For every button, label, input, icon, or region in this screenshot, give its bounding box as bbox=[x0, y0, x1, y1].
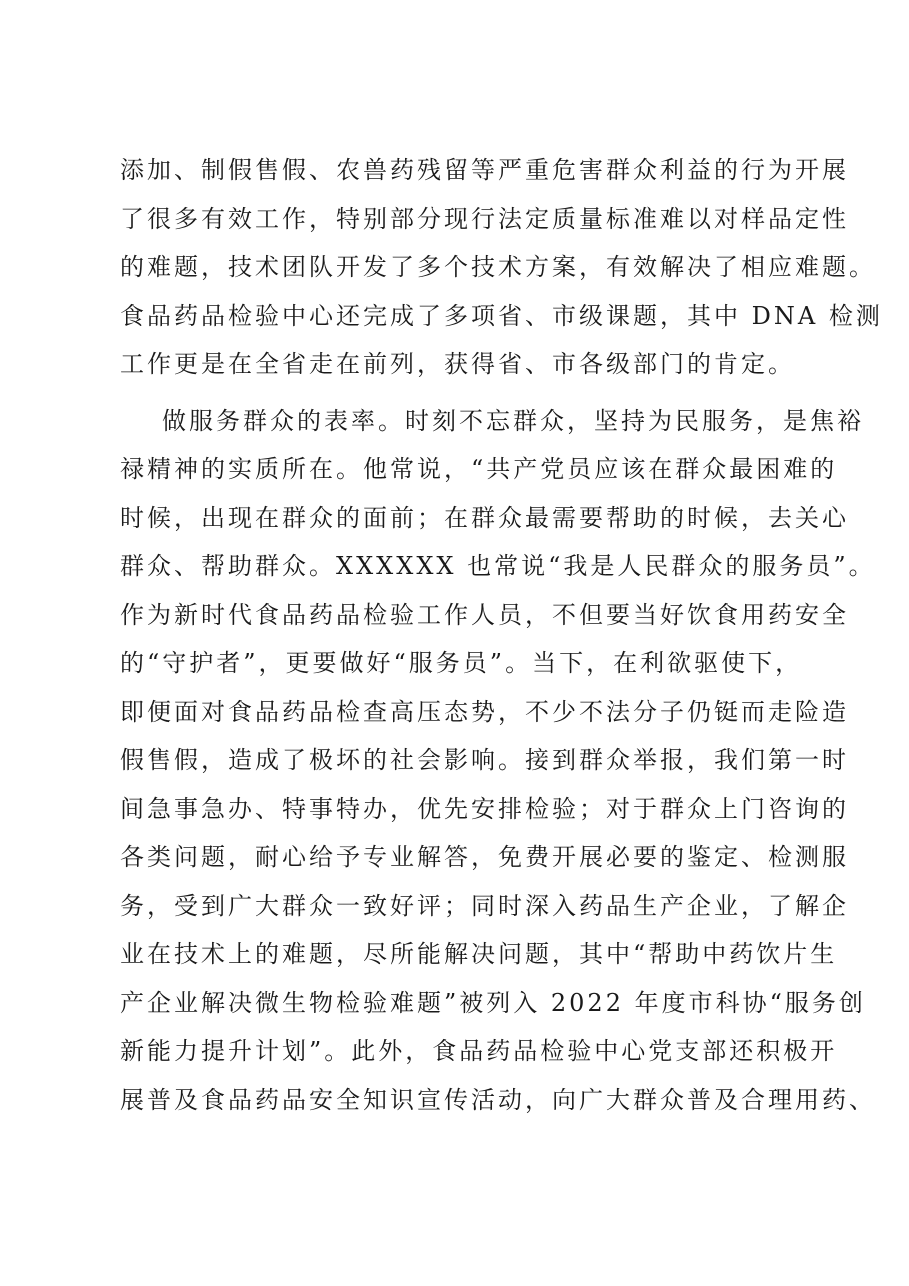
text-line: 时候，出现在群众的面前；在群众最需要帮助的时候，去关心 bbox=[120, 503, 849, 532]
text-line: 业在技术上的难题，尽所能解决问题，其中“帮助中药饮片生 bbox=[120, 940, 838, 968]
text-line: 添加、制假售假、农兽药残留等严重危害群众利益的行为开展 bbox=[120, 156, 849, 184]
text-line: 群众、帮助群众。XXXXXX 也常说“我是人民群众的服务员”。 bbox=[120, 552, 876, 580]
text-line: 务，受到广大群众一致好评；同时深入药品生产企业，了解企 bbox=[120, 891, 849, 920]
text-line: 假售假，造成了极坏的社会影响。接到群众举报，我们第一时 bbox=[120, 746, 849, 774]
document-body bbox=[120, 146, 883, 1124]
text-line: 的“守护者”，更要做好“服务员”。当下，在利欲驱使下， bbox=[120, 649, 803, 677]
text-line: 了很多有效工作，特别部分现行法定质量标准难以对样品定性 bbox=[120, 204, 849, 233]
paragraph-1 bbox=[120, 146, 883, 389]
paragraph-spacer bbox=[120, 389, 840, 397]
text-line: 禄精神的实质所在。他常说，“共产党员应该在群众最困难的 bbox=[120, 455, 838, 483]
text-line: 各类问题，耐心给予专业解答，免费开展必要的鉴定、检测服 bbox=[120, 843, 849, 871]
text-line: 新能力提升计划”。此外，食品药品检验中心党支部还积极开 bbox=[120, 1037, 838, 1065]
text-line: 工作更是在全省走在前列，获得省、市各级部门的肯定。 bbox=[120, 350, 795, 378]
text-line: 产企业解决微生物检验难题”被列入 2022 年度市科协“服务创 bbox=[120, 988, 866, 1017]
text-line: 食品药品检验中心还完成了多项省、市级课题，其中 DNA 检测 bbox=[120, 301, 883, 330]
text-line: 间急事急办、特事特办，优先安排检验；对于群众上门咨询的 bbox=[120, 794, 849, 823]
text-line: 作为新时代食品药品检验工作人员，不但要当好饮食用药安全 bbox=[120, 600, 849, 629]
text-line: 做服务群众的表率。时刻不忘群众，坚持为民服务，是焦裕 bbox=[162, 406, 864, 435]
text-line: 展普及食品药品安全知识宣传活动，向广大群众普及合理用药、 bbox=[120, 1085, 876, 1114]
paragraph-2 bbox=[120, 397, 876, 1125]
text-line: 的难题，技术团队开发了多个技术方案，有效解决了相应难题。 bbox=[120, 253, 876, 281]
text-line: 即便面对食品药品检查高压态势，不少不法分子仍铤而走险造 bbox=[120, 697, 849, 726]
